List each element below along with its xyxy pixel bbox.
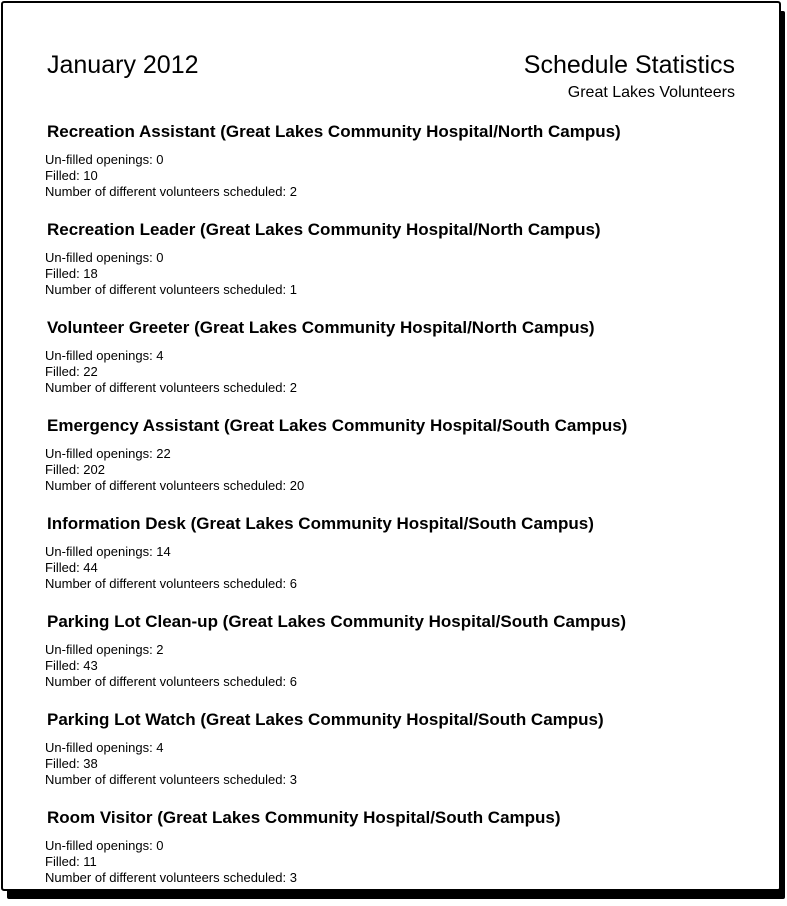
stat-value: 2 [289,380,297,395]
stat-value: 3 [289,870,297,885]
report-date: January 2012 [47,51,199,79]
stat-value: 6 [289,576,297,591]
stat-label: Number of different volunteers scheduled: [45,576,290,591]
section-title: Parking Lot Clean-up (Great Lakes Community Hospital/South Campus) [47,612,627,631]
section-recreation-assistant [45,121,735,200]
section-title: Emergency Assistant (Great Lakes Community Hospital/South Campus) [47,416,628,435]
stat-label: Number of different volunteers scheduled: [45,870,290,885]
stat-label: Filled: [45,658,84,673]
stat-label: Un-filled openings: [45,152,157,167]
stat-unfilled [45,446,735,462]
stat-unfilled [45,152,735,168]
stat-value: 38 [83,756,98,771]
stat-volunteers [45,184,735,200]
report-content [3,3,779,886]
stat-label: Number of different volunteers scheduled: [45,380,290,395]
stat-volunteers [45,380,735,396]
stat-label: Number of different volunteers scheduled: [45,184,290,199]
stat-filled [45,462,735,478]
report-header-right [524,51,735,102]
stat-value: 3 [289,772,297,787]
stat-label: Number of different volunteers scheduled: [45,478,290,493]
stat-value: 0 [156,250,164,265]
stat-volunteers [45,674,735,690]
stat-filled [45,658,735,674]
stat-label: Filled: [45,560,84,575]
stat-label: Filled: [45,168,84,183]
section-stats [45,642,735,690]
stat-value: 2 [289,184,297,199]
stat-volunteers [45,576,735,592]
stat-label: Number of different volunteers scheduled: [45,674,290,689]
stat-unfilled [45,250,735,266]
stat-value: 202 [83,462,105,477]
stat-value: 43 [83,658,98,673]
section-stats [45,544,735,592]
stat-value: 2 [156,642,164,657]
stat-label: Filled: [45,756,84,771]
section-stats [45,740,735,788]
stat-label: Number of different volunteers scheduled: [45,772,290,787]
section-room-visitor [45,807,735,886]
section-stats [45,446,735,494]
stat-value: 0 [156,838,164,853]
stat-filled [45,560,735,576]
section-information-desk [45,513,735,592]
report-title: Schedule Statistics [523,51,735,79]
stat-label: Filled: [45,854,84,869]
stat-unfilled [45,838,735,854]
stat-label: Filled: [45,266,84,281]
section-stats [45,152,735,200]
stat-value: 4 [156,348,164,363]
stat-value: 1 [289,282,297,297]
stat-value: 44 [83,560,98,575]
stat-value: 4 [156,740,164,755]
stat-value: 0 [156,152,164,167]
stat-unfilled [45,740,735,756]
stat-label: Filled: [45,364,84,379]
stat-value: 22 [83,364,98,379]
stat-value: 14 [156,544,171,559]
report-page [1,1,781,891]
section-title: Parking Lot Watch (Great Lakes Community Hospital/South Campus) [47,710,604,729]
stat-unfilled [45,544,735,560]
stat-value: 10 [83,168,98,183]
section-volunteer-greeter [45,317,735,396]
stat-label: Filled: [45,462,84,477]
section-recreation-leader [45,219,735,298]
stat-label: Un-filled openings: [45,250,157,265]
stat-unfilled [45,348,735,364]
stat-filled [45,756,735,772]
section-parking-lot-clean-up [45,611,735,690]
report-subtitle: Great Lakes Volunteers [567,84,735,101]
stat-unfilled [45,642,735,658]
stat-label: Un-filled openings: [45,642,157,657]
section-stats [45,250,735,298]
stat-value: 22 [156,446,171,461]
stat-filled [45,854,735,870]
stat-volunteers [45,282,735,298]
section-stats [45,838,735,886]
stat-filled [45,266,735,282]
section-title: Recreation Leader (Great Lakes Community Hospital/North Campus) [47,220,601,239]
stat-volunteers [45,870,735,886]
stat-label: Un-filled openings: [45,740,157,755]
section-title: Information Desk (Great Lakes Community Hospital/South Campus) [47,514,594,533]
stat-label: Un-filled openings: [45,838,157,853]
stat-label: Un-filled openings: [45,348,157,363]
stat-volunteers [45,478,735,494]
stat-filled [45,168,735,184]
section-title: Recreation Assistant (Great Lakes Community Hospital/North Campus) [47,122,621,141]
section-title: Volunteer Greeter (Great Lakes Community Hospital/North Campus) [47,318,595,337]
stat-volunteers [45,772,735,788]
section-parking-lot-watch [45,709,735,788]
stat-value: 18 [83,266,98,281]
section-stats [45,348,735,396]
stat-label: Un-filled openings: [45,544,157,559]
stat-filled [45,364,735,380]
stat-value: 6 [289,674,297,689]
section-emergency-assistant [45,415,735,494]
stat-label: Number of different volunteers scheduled: [45,282,290,297]
stat-value: 20 [289,478,305,493]
stat-label: Un-filled openings: [45,446,157,461]
stat-value: 11 [83,854,97,869]
report-header [45,51,735,102]
section-title: Room Visitor (Great Lakes Community Hospital/South Campus) [47,808,561,827]
